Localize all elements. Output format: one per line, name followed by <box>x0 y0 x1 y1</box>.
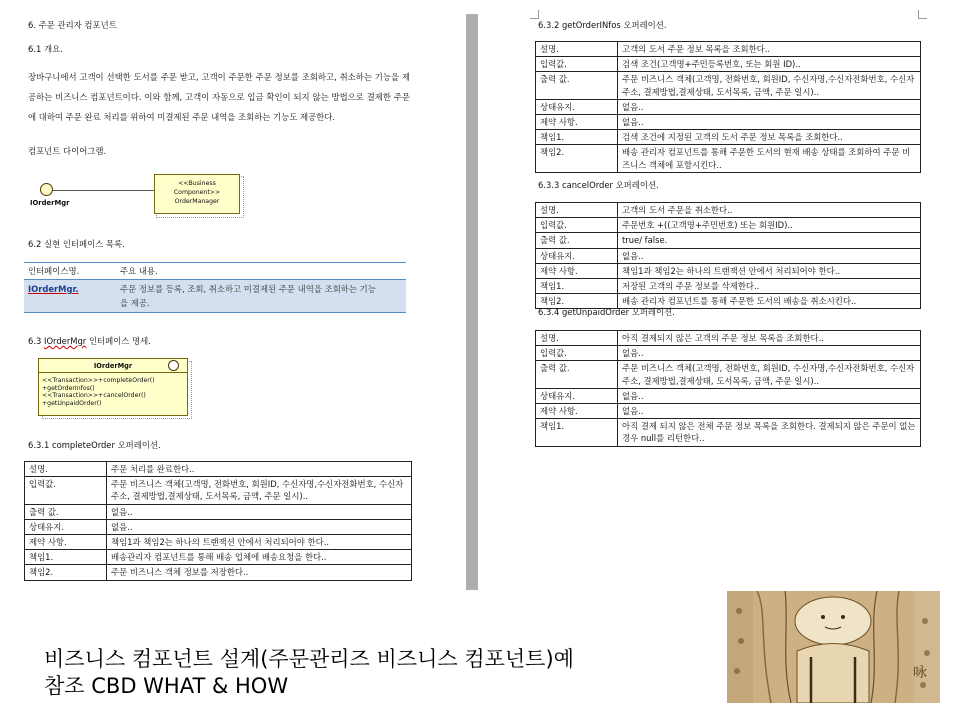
spec-value: 저장된 고객의 주문 정보를 삭제한다.. <box>618 279 921 294</box>
spec-value: 검색 조건(고객명+주민등록번호, 또는 회원 ID).. <box>618 57 921 72</box>
heading-number: 6.3 <box>28 336 42 346</box>
table-row <box>536 331 921 346</box>
spec-key: 책임2. <box>25 565 107 580</box>
spec-value: 없음.. <box>618 99 921 114</box>
svg-text:咏: 咏 <box>913 665 927 681</box>
overview-paragraph: 장바구니에서 고객이 선택한 도서를 주문 받고, 고객이 주문한 주문 정보를 조회하고, 취소하는 기능을 제공하는 비즈니스 컴포넌트이다. 이와 함께, 고객이 자동으로 입금 확인이 되지 않는 방법으로 결제한 주문에 대하여 주문 완료 처리를 위하여 미결제된 주문 내역을 조회하는 기능도 제공한다. <box>28 72 410 122</box>
heading-number: 6.3.3 <box>538 180 560 190</box>
interface-desc-line: 주문 정보를 등록, 조회, 취소하고 미결제된 주문 내역을 조회하는 기능 <box>120 284 376 294</box>
spec-key: 출력 값. <box>536 233 618 248</box>
decorative-art-image <box>727 591 940 703</box>
heading-name: getOrderINfos <box>561 20 621 30</box>
table-row <box>25 565 412 580</box>
spec-value: 없음.. <box>107 519 412 534</box>
class-operation: +getUnpaidOrder() <box>42 399 102 407</box>
table-row <box>536 279 921 294</box>
slide-caption <box>44 646 574 700</box>
heading-suffix: 오퍼레이션. <box>623 20 667 30</box>
spec-key: 책임1. <box>536 130 618 145</box>
table-row <box>536 233 921 248</box>
heading-name: cancelOrder <box>561 180 613 190</box>
complete-order-heading <box>28 439 161 452</box>
table-row <box>536 57 921 72</box>
class-title <box>39 359 187 373</box>
spec-value: 고객의 도서 주문 정보 목록을 조회한다.. <box>618 42 921 57</box>
heading-suffix: 오퍼레이션. <box>631 307 675 317</box>
spec-key: 제약 사항. <box>536 115 618 130</box>
table-row <box>24 280 406 313</box>
impl-interface-heading: 6.2 실현 인터페이스 목록. <box>28 239 125 249</box>
cancel-order-table <box>535 202 921 309</box>
spec-value: 배송관리자 컴포넌트를 통해 배송 업체에 배송요청을 한다.. <box>107 550 412 565</box>
heading-name: getUnpaidOrder <box>561 307 630 317</box>
class-operation: <<Transaction>>+completeOrder() <box>42 377 155 384</box>
caption-line: 참조 CBD WHAT & HOW <box>44 674 289 698</box>
spec-value: 주문 비즈니스 객체(고객명, 전화번호, 회원ID, 수신자명,수신자전화번호, 수신자주소, 결제방법,결제상태, 도서목록, 금액, 주문 일시).. <box>107 477 412 504</box>
heading-name: IOrderMgr <box>44 336 87 346</box>
spec-key: 입력값. <box>25 477 107 504</box>
spec-value: 아직 결제되지 않은 고객의 주문 정보 목록을 조회한다.. <box>618 331 921 346</box>
spec-value: 없음.. <box>618 346 921 361</box>
spec-key: 제약 사항. <box>536 263 618 278</box>
spec-value: 아직 결제 되지 않은 전체 주문 정보 목록을 조회한다. 결제되지 않은 주문이 없는 경우 null를 리턴한다.. <box>618 419 921 446</box>
section-title: 6. 주문 관리자 컴포넌트 <box>28 20 117 30</box>
spec-value: 배송 관리자 컴포넌트를 통해 주문한 도서의 현재 배송 상태를 조회하여 주문 비즈니스 객체에 포함시킨다.. <box>618 145 921 172</box>
unpaid-order-heading <box>538 306 675 319</box>
heading-suffix: 오퍼레이션. <box>615 180 659 190</box>
component-name: OrderManager <box>174 198 220 205</box>
class-operation: <<Transaction>>+cancelOrder() <box>42 392 146 400</box>
spec-key: 책임1. <box>536 279 618 294</box>
table-row <box>536 346 921 361</box>
cancel-order-heading <box>538 179 659 192</box>
get-order-infos-table <box>535 41 921 173</box>
table-header-cell: 주요 내용. <box>116 263 406 280</box>
get-order-infos-heading <box>538 19 667 32</box>
table-row <box>536 130 921 145</box>
table-row <box>25 519 412 534</box>
heading-number: 6.3.4 <box>538 307 560 317</box>
heading-number: 6.3.1 <box>28 440 50 450</box>
table-row <box>536 404 921 419</box>
table-header-cell: 인터페이스명. <box>24 263 116 280</box>
spec-value: 주문번호 +((고객명+주민번호) 또는 회원ID).. <box>618 218 921 233</box>
spec-heading <box>28 335 151 348</box>
complete-order-table <box>24 461 412 581</box>
table-row <box>536 388 921 403</box>
left-document-page <box>22 10 466 588</box>
spec-key: 설명. <box>536 203 618 218</box>
class-name: IOrderMgr <box>93 362 133 370</box>
spec-key: 상태유지. <box>25 519 107 534</box>
table-row <box>536 115 921 130</box>
dependency-line <box>53 190 155 191</box>
spec-value: 주문 비즈니스 객체 정보를 저장한다.. <box>107 565 412 580</box>
heading-number: 6.3.2 <box>538 20 560 30</box>
spec-key: 책임1. <box>536 419 618 446</box>
spec-value: true/ false. <box>618 233 921 248</box>
heading-name: completeOrder <box>51 440 115 450</box>
interface-class-box <box>38 358 188 416</box>
diagram-heading: 컴포넌트 다이어그램. <box>28 146 107 156</box>
spec-value: 없음.. <box>618 404 921 419</box>
spec-key: 입력값. <box>536 218 618 233</box>
heading-suffix: 오퍼레이션. <box>117 440 161 450</box>
crop-mark <box>530 10 539 19</box>
table-row <box>25 550 412 565</box>
spec-value: 주문 비즈니스 객체(고객명, 전화번호, 회원ID, 수신자명,수신자전화번호, 수신자주소, 결제방법,결제상태, 도서목록, 금액, 주문 일시).. <box>618 361 921 388</box>
table-row <box>25 504 412 519</box>
spec-key: 설명. <box>25 462 107 477</box>
art-pattern-icon <box>727 591 940 703</box>
spec-key: 책임1. <box>25 550 107 565</box>
caption-line: 비즈니스 컴포넌트 설계(주문관리즈 비즈니스 컴포넌트)예 <box>44 647 574 671</box>
table-row <box>536 248 921 263</box>
spec-key: 상태유지. <box>536 248 618 263</box>
spec-key: 출력 값. <box>536 361 618 388</box>
table-row <box>536 99 921 114</box>
interface-lollipop-icon <box>40 183 53 196</box>
interface-desc-line: 을 제공. <box>120 298 150 308</box>
spec-key: 설명. <box>536 331 618 346</box>
spec-key: 출력 값. <box>25 504 107 519</box>
heading-suffix: 인터페이스 명세. <box>88 336 151 346</box>
interface-label: IOrderMgr <box>30 199 70 207</box>
spec-value: 없음.. <box>618 115 921 130</box>
component-stereotype: <<Business Component>> <box>173 180 221 196</box>
spec-key: 설명. <box>536 42 618 57</box>
spec-value: 주문 비즈니스 객체(고객명, 전화번호, 회원ID, 수신자명,수신자전화번호, 수신자주소, 결제방법,결제상태, 도서목록, 금액, 주문 일시).. <box>618 72 921 99</box>
table-row <box>536 263 921 278</box>
spec-key: 제약 사항. <box>25 535 107 550</box>
spec-key: 책임2. <box>536 145 618 172</box>
table-row <box>25 477 412 504</box>
spec-key: 출력 값. <box>536 72 618 99</box>
spec-key: 책임2. <box>536 294 618 309</box>
spec-value: 책임1과 책임2는 하나의 트랜잭션 안에서 처리되어야 한다.. <box>107 535 412 550</box>
interface-circle-icon <box>168 360 179 371</box>
spec-value: 고객의 도서 주문을 취소한다.. <box>618 203 921 218</box>
spec-key: 입력값. <box>536 346 618 361</box>
table-row <box>536 203 921 218</box>
spec-value: 없음.. <box>618 248 921 263</box>
spec-key: 제약 사항. <box>536 404 618 419</box>
table-row <box>536 419 921 446</box>
table-row <box>536 361 921 388</box>
spec-value: 검색 조건에 지정된 고객의 도서 주문 정보 목록을 조회한다.. <box>618 130 921 145</box>
spec-value: 없음.. <box>618 388 921 403</box>
interface-name-cell: IOrderMgr. <box>28 284 79 294</box>
unpaid-order-table <box>535 330 921 447</box>
table-row <box>536 42 921 57</box>
crop-mark <box>918 10 927 19</box>
table-row <box>536 72 921 99</box>
right-document-page <box>478 10 940 462</box>
table-row <box>536 145 921 172</box>
table-row <box>25 462 412 477</box>
interface-list-table <box>24 262 406 313</box>
class-operation: +getOrderInfos() <box>42 384 95 392</box>
spec-value: 없음.. <box>107 504 412 519</box>
class-operations <box>39 373 187 411</box>
spec-value: 주문 처리를 완료한다.. <box>107 462 412 477</box>
spec-value: 배송 관리자 컴포넌트를 통해 주문한 도서의 배송을 취소시킨다.. <box>618 294 921 309</box>
spec-value: 책임1과 책임2는 하나의 트랜잭션 안에서 처리되어야 한다.. <box>618 263 921 278</box>
component-box <box>154 174 240 214</box>
spec-key: 상태유지. <box>536 99 618 114</box>
overview-heading: 6.1 개요. <box>28 44 63 54</box>
spec-key: 상태유지. <box>536 388 618 403</box>
page-gutter <box>466 14 478 590</box>
table-row <box>536 218 921 233</box>
table-row <box>25 535 412 550</box>
spec-key: 입력값. <box>536 57 618 72</box>
